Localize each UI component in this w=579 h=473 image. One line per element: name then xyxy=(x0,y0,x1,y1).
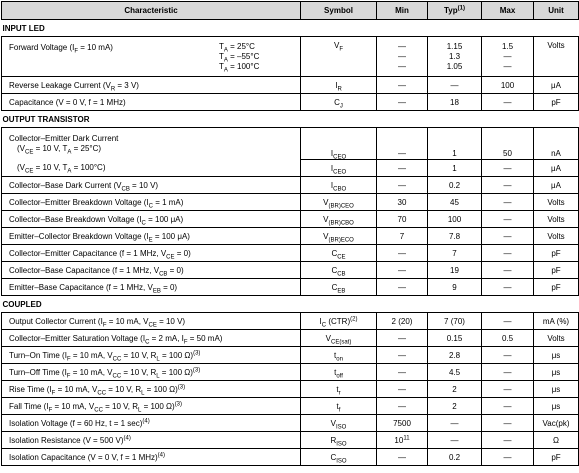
dark-current-max: 50 xyxy=(482,128,534,160)
ctr-typ: 7 (70) xyxy=(428,313,482,330)
isolation-capacitance-typ: 0.2 xyxy=(428,449,482,466)
isolation-resistance-typ: — xyxy=(428,432,482,449)
section-input-led: INPUT LED xyxy=(2,20,579,37)
cb-capacitance-symbol: $C_{CB}$ xyxy=(301,262,377,279)
reverse-leakage-typ: — xyxy=(428,77,482,94)
isolation-capacitance-unit: pF xyxy=(534,449,579,466)
cb-capacitance-characteristic: Collector–Base Capacitance (f = 1 MHz, $V_{CB} = 0$) xyxy=(2,262,301,279)
isolation-resistance-max: — xyxy=(482,432,534,449)
table-row xyxy=(2,415,579,432)
table-row xyxy=(2,398,579,415)
header-unit: Unit xyxy=(534,2,579,20)
vcesat-characteristic: Collector–Emitter Saturation Voltage ($I_C = 2$ mA, $I_F = 50$ mA) xyxy=(2,330,301,347)
cb-dark-current-typ: 0.2 xyxy=(428,177,482,194)
cb-dark-current-unit: μA xyxy=(534,177,579,194)
table-row xyxy=(2,364,579,381)
table-row-dark-current xyxy=(2,128,579,160)
header-characteristic: Characteristic xyxy=(2,2,301,20)
table-row xyxy=(2,228,579,245)
cb-capacitance-unit: pF xyxy=(534,262,579,279)
eb-capacitance-max: — xyxy=(482,279,534,296)
turn-off-symbol: $t_{off}$ xyxy=(301,364,377,381)
ce-breakdown-max: — xyxy=(482,194,534,211)
dark-current-100c-max: — xyxy=(482,160,534,177)
table-row xyxy=(2,77,579,94)
ctr-min: 2 (20) xyxy=(377,313,428,330)
dark-current-min: — xyxy=(377,128,428,160)
cb-dark-current-characteristic: Collector–Base Dark Current ($V_{CB} = 10$ V) xyxy=(2,177,301,194)
forward-voltage-typ: 1.15 1.3 1.05 xyxy=(428,37,482,77)
cb-capacitance-max: — xyxy=(482,262,534,279)
temp-minus-55: $T_A = -55^\circ C$ xyxy=(219,51,260,64)
turn-off-max: — xyxy=(482,364,534,381)
cb-breakdown-characteristic: Collector–Base Breakdown Voltage ($I_C = 100$ μA) xyxy=(2,211,301,228)
dark-current-symbol: $I_{CEO}$ xyxy=(301,128,377,160)
isolation-capacitance-symbol: $C_{ISO}$ xyxy=(301,449,377,466)
eb-capacitance-min: — xyxy=(377,279,428,296)
table-row xyxy=(2,449,579,466)
table-row xyxy=(2,160,579,177)
cb-breakdown-symbol: $V_{(BR)CBO}$ xyxy=(301,211,377,228)
eb-capacitance-typ: 9 xyxy=(428,279,482,296)
header-typ-note: (1) xyxy=(457,5,465,12)
turn-off-characteristic: Turn–Off Time ($I_F = 10$ mA, $V_{CC} = 10$ V, $R_L = 100$ Ω)$^{(3)}$ xyxy=(2,364,301,381)
fall-time-min: — xyxy=(377,398,428,415)
capacitance-typ: 18 xyxy=(428,94,482,111)
dark-current-100c-typ: 1 xyxy=(428,160,482,177)
header-row xyxy=(2,2,579,20)
table-row xyxy=(2,211,579,228)
section-row xyxy=(2,111,579,128)
capacitance-unit: pF xyxy=(534,94,579,111)
ce-capacitance-characteristic: Collector–Emitter Capacitance (f = 1 MHz, $V_{CE} = 0$) xyxy=(2,245,301,262)
ce-breakdown-typ: 45 xyxy=(428,194,482,211)
dark-current-characteristic: Collector–Emitter Dark Current ($V_{CE} = 10$ V, $T_A = 25^\circ C$) xyxy=(2,128,301,160)
isolation-voltage-typ: — xyxy=(428,415,482,432)
header-typ-label: Typ xyxy=(444,6,458,15)
temp-100: $T_A = 100^\circ C$ xyxy=(219,61,260,74)
table-row xyxy=(2,330,579,347)
ctr-unit: mA (%) xyxy=(534,313,579,330)
eb-capacitance-unit: pF xyxy=(534,279,579,296)
cb-dark-current-max: — xyxy=(482,177,534,194)
header-max: Max xyxy=(482,2,534,20)
ec-breakdown-max: — xyxy=(482,228,534,245)
temp-25: $T_A = 25^\circ C$ xyxy=(219,41,255,54)
fall-time-characteristic: Fall Time ($I_F = 10$ mA, $V_{CC} = 10$ V, $R_L = 100$ Ω)$^{(3)}$ xyxy=(2,398,301,415)
ce-capacitance-max: — xyxy=(482,245,534,262)
vcesat-min: — xyxy=(377,330,428,347)
cb-breakdown-unit: Volts xyxy=(534,211,579,228)
ce-breakdown-characteristic: Collector–Emitter Breakdown Voltage ($I_C = 1$ mA) xyxy=(2,194,301,211)
dark-current-100c-symbol: $I_{CEO}$ xyxy=(301,160,377,177)
dark-current-100c-min: — xyxy=(377,160,428,177)
turn-on-unit: μs xyxy=(534,347,579,364)
isolation-voltage-unit: Vac(pk) xyxy=(534,415,579,432)
ec-breakdown-typ: 7.8 xyxy=(428,228,482,245)
rise-time-typ: 2 xyxy=(428,381,482,398)
rise-time-unit: μs xyxy=(534,381,579,398)
forward-voltage-max: 1.5 — — xyxy=(482,37,534,77)
cb-breakdown-max: — xyxy=(482,211,534,228)
eb-capacitance-symbol: $C_{EB}$ xyxy=(301,279,377,296)
turn-on-symbol: $t_{on}$ xyxy=(301,347,377,364)
table-row xyxy=(2,94,579,111)
turn-off-typ: 4.5 xyxy=(428,364,482,381)
vcesat-unit: Volts xyxy=(534,330,579,347)
fall-time-max: — xyxy=(482,398,534,415)
capacitance-characteristic: Capacitance (V = 0 V, f = 1 MHz) xyxy=(2,94,301,111)
ce-capacitance-unit: pF xyxy=(534,245,579,262)
dark-current-100c-unit: μA xyxy=(534,160,579,177)
cb-capacitance-min: — xyxy=(377,262,428,279)
isolation-voltage-max: — xyxy=(482,415,534,432)
isolation-resistance-symbol: $R_{ISO}$ xyxy=(301,432,377,449)
table-row xyxy=(2,262,579,279)
vcesat-max: 0.5 xyxy=(482,330,534,347)
spec-table xyxy=(1,1,579,466)
table-row xyxy=(2,245,579,262)
isolation-capacitance-min: — xyxy=(377,449,428,466)
cb-capacitance-typ: 19 xyxy=(428,262,482,279)
isolation-resistance-characteristic: Isolation Resistance (V = 500 V)$^{(4)}$ xyxy=(2,432,301,449)
dark-current-100c-characteristic: ($V_{CE} = 10$ V, $T_A = 100^\circ C$) xyxy=(2,160,301,177)
table-row xyxy=(2,194,579,211)
vcesat-symbol: $V_{CE(sat)}$ xyxy=(301,330,377,347)
ce-capacitance-typ: 7 xyxy=(428,245,482,262)
isolation-capacitance-characteristic: Isolation Capacitance (V = 0 V, f = 1 MHz)$^{(4)}$ xyxy=(2,449,301,466)
section-output-transistor: OUTPUT TRANSISTOR xyxy=(2,111,579,128)
rise-time-symbol: $t_r$ xyxy=(301,381,377,398)
eb-capacitance-characteristic: Emitter–Base Capacitance (f = 1 MHz, $V_{EB} = 0$) xyxy=(2,279,301,296)
turn-on-min: — xyxy=(377,347,428,364)
turn-on-characteristic: Turn–On Time ($I_F = 10$ mA, $V_{CC} = 10$ V, $R_L = 100$ Ω)$^{(3)}$ xyxy=(2,347,301,364)
ce-breakdown-unit: Volts xyxy=(534,194,579,211)
ce-capacitance-min: — xyxy=(377,245,428,262)
isolation-voltage-symbol: $V_{ISO}$ xyxy=(301,415,377,432)
capacitance-symbol: $C_J$ xyxy=(301,94,377,111)
ce-breakdown-min: 30 xyxy=(377,194,428,211)
reverse-leakage-min: — xyxy=(377,77,428,94)
turn-on-typ: 2.8 xyxy=(428,347,482,364)
rise-time-min: — xyxy=(377,381,428,398)
forward-voltage-min: — — — xyxy=(377,37,428,77)
table-row xyxy=(2,177,579,194)
forward-voltage-characteristic: Forward Voltage ($I_F = 10$ mA) $T_A = 25^\circ C$ $T_A = -55^\circ C$ $T_A = 100^\circ C$ xyxy=(2,37,301,77)
isolation-voltage-min: 7500 xyxy=(377,415,428,432)
table-row xyxy=(2,313,579,330)
reverse-leakage-max: 100 xyxy=(482,77,534,94)
ctr-symbol: $I_C$ (CTR)$^{(2)}$ xyxy=(301,313,377,330)
table-row xyxy=(2,381,579,398)
ctr-characteristic: Output Collector Current ($I_F = 10$ mA, $V_{CE} = 10$ V) xyxy=(2,313,301,330)
header-min: Min xyxy=(377,2,428,20)
section-coupled: COUPLED xyxy=(2,296,579,313)
reverse-leakage-unit: μA xyxy=(534,77,579,94)
cb-breakdown-typ: 100 xyxy=(428,211,482,228)
dark-current-typ: 1 xyxy=(428,128,482,160)
capacitance-min: — xyxy=(377,94,428,111)
dark-current-unit: nA xyxy=(534,128,579,160)
isolation-resistance-min: $10^{11}$ xyxy=(377,432,428,449)
header-symbol: Symbol xyxy=(301,2,377,20)
turn-off-unit: μs xyxy=(534,364,579,381)
cb-dark-current-min: — xyxy=(377,177,428,194)
table-row xyxy=(2,279,579,296)
isolation-capacitance-max: — xyxy=(482,449,534,466)
table-row xyxy=(2,347,579,364)
table-row-forward-voltage xyxy=(2,37,579,77)
vcesat-typ: 0.15 xyxy=(428,330,482,347)
fall-time-unit: μs xyxy=(534,398,579,415)
ec-breakdown-min: 7 xyxy=(377,228,428,245)
fall-time-symbol: $t_f$ xyxy=(301,398,377,415)
ce-capacitance-symbol: $C_{CE}$ xyxy=(301,245,377,262)
ec-breakdown-symbol: $V_{(BR)ECO}$ xyxy=(301,228,377,245)
isolation-voltage-characteristic: Isolation Voltage (f = 60 Hz, t = 1 sec)$^{(4)}$ xyxy=(2,415,301,432)
header-typ xyxy=(428,2,482,20)
table-row xyxy=(2,432,579,449)
rise-time-characteristic: Rise Time ($I_F = 10$ mA, $V_{CC} = 10$ V, $R_L = 100$ Ω)$^{(3)}$ xyxy=(2,381,301,398)
cb-dark-current-symbol: $I_{CBO}$ xyxy=(301,177,377,194)
forward-voltage-unit: Volts xyxy=(534,37,579,77)
reverse-leakage-characteristic: Reverse Leakage Current ($V_R = 3$ V) xyxy=(2,77,301,94)
section-row xyxy=(2,20,579,37)
capacitance-max: — xyxy=(482,94,534,111)
isolation-resistance-unit: Ω xyxy=(534,432,579,449)
turn-off-min: — xyxy=(377,364,428,381)
fall-time-typ: 2 xyxy=(428,398,482,415)
cb-breakdown-min: 70 xyxy=(377,211,428,228)
reverse-leakage-symbol: $I_R$ xyxy=(301,77,377,94)
rise-time-max: — xyxy=(482,381,534,398)
ec-breakdown-characteristic: Emitter–Collector Breakdown Voltage ($I_E = 100$ μA) xyxy=(2,228,301,245)
turn-on-max: — xyxy=(482,347,534,364)
ctr-max: — xyxy=(482,313,534,330)
section-row xyxy=(2,296,579,313)
forward-voltage-symbol: $V_F$ xyxy=(301,37,377,77)
ec-breakdown-unit: Volts xyxy=(534,228,579,245)
ce-breakdown-symbol: $V_{(BR)CEO}$ xyxy=(301,194,377,211)
